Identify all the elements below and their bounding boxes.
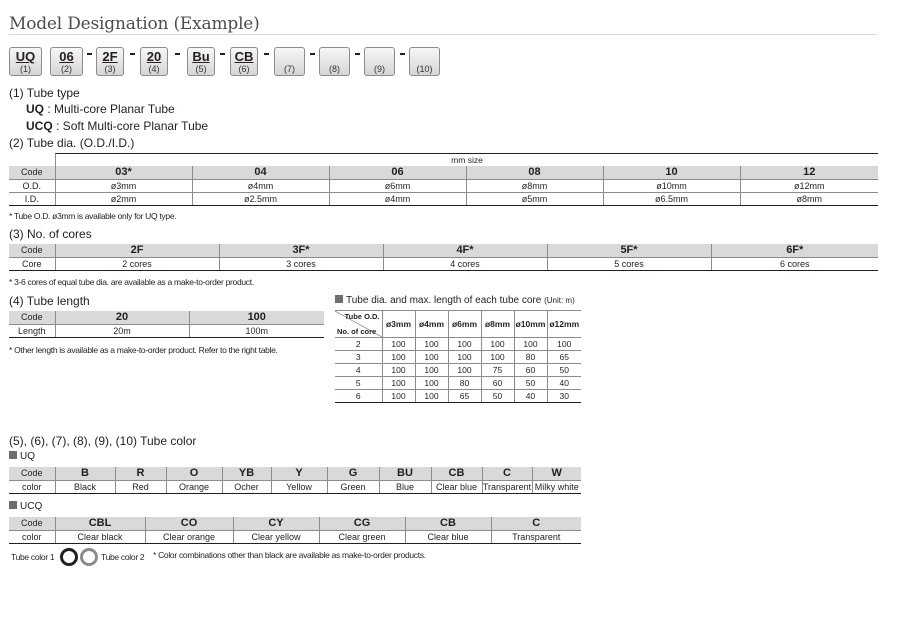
table-cell: ø2mm	[55, 192, 192, 205]
table-cell: R	[115, 467, 166, 480]
table-row	[9, 192, 878, 205]
table-cell: 100	[415, 390, 448, 403]
table-cell: Clear orange	[145, 530, 233, 543]
designation-number: (3)	[104, 64, 116, 74]
table-cell: CG	[319, 517, 405, 530]
table-row	[9, 311, 324, 324]
table-cell: 4 cores	[383, 257, 547, 270]
table-cell: 4F*	[383, 244, 547, 257]
row-label: 5	[335, 377, 382, 390]
row-label: O.D.	[9, 179, 55, 192]
designation-separator	[130, 53, 135, 55]
designation-separator	[310, 53, 315, 55]
ucq-color-label-text: UCQ	[20, 501, 43, 512]
length-table	[9, 311, 324, 338]
table-cell: 30	[547, 390, 581, 403]
title-divider	[9, 34, 877, 35]
table-row	[335, 338, 581, 351]
table-cell: G	[327, 467, 379, 480]
table-cell: 5F*	[547, 244, 711, 257]
cores-heading: (3) No. of cores	[9, 227, 92, 241]
tube-type-ucq-desc: : Soft Multi-core Planar Tube	[56, 119, 209, 133]
table-cell: ø6.5mm	[603, 192, 740, 205]
designation-number: (9)	[374, 64, 385, 74]
table-cell: 20m	[55, 324, 189, 337]
row-label: I.D.	[9, 192, 55, 205]
max-length-unit: (Unit: m)	[544, 296, 575, 305]
designation-number: (4)	[148, 64, 160, 74]
table-cell: 03*	[55, 166, 192, 179]
table-cell: ø3mm	[55, 179, 192, 192]
table-cell: 5 cores	[547, 257, 711, 270]
designation-separator	[175, 53, 180, 55]
table-cell: CO	[145, 517, 233, 530]
designation-number: (2)	[61, 64, 72, 74]
row-label: 6	[335, 390, 382, 403]
table-cell: Red	[115, 480, 166, 493]
row-label: Core	[9, 257, 55, 270]
table-cell: 3F*	[219, 244, 383, 257]
designation-box	[9, 47, 42, 76]
table-cell: Y	[271, 467, 327, 480]
table-cell: 50	[514, 377, 547, 390]
table-cell: 100	[415, 338, 448, 351]
row-label: Length	[9, 324, 55, 337]
row-label: 2	[335, 338, 382, 351]
table-cell: 06	[329, 166, 466, 179]
table-cell: 40	[547, 377, 581, 390]
table-row	[335, 364, 581, 377]
color-note: * Color combinations other than black are available as make-to-order products.	[153, 550, 426, 560]
designation-box	[364, 47, 395, 76]
table-cell: 100	[382, 338, 415, 351]
table-cell: 100	[382, 377, 415, 390]
column-header: ø4mm	[415, 311, 448, 338]
column-header: ø8mm	[481, 311, 514, 338]
designation-separator	[400, 53, 405, 55]
table-cell: 60	[514, 364, 547, 377]
tube-type-heading: (1) Tube type	[9, 86, 80, 100]
table-cell: Clear blue	[431, 480, 482, 493]
table-cell: 100	[415, 364, 448, 377]
table-cell: Transparent	[491, 530, 581, 543]
designation-box	[319, 47, 350, 76]
designation-box	[409, 47, 440, 76]
designation-number: (6)	[238, 64, 250, 74]
page-title: Model Designation (Example)	[9, 14, 260, 34]
table-row	[9, 467, 581, 480]
table-cell: 2 cores	[55, 257, 219, 270]
column-header: ø6mm	[448, 311, 481, 338]
table-cell: 100	[415, 351, 448, 364]
table-cell: ø2.5mm	[192, 192, 329, 205]
row-label: Code	[9, 166, 55, 179]
column-header: ø10mm	[514, 311, 547, 338]
table-cell: 100	[382, 390, 415, 403]
max-length-title: Tube dia. and max. length of each tube core	[346, 295, 542, 306]
row-label: 3	[335, 351, 382, 364]
table-row	[335, 351, 581, 364]
table-cell: Milky white	[532, 480, 581, 493]
tube-dia-unit: mm size	[55, 153, 878, 166]
table-cell: 6 cores	[711, 257, 878, 270]
ucq-color-table	[9, 517, 581, 544]
designation-number: (7)	[284, 64, 295, 74]
table-cell: Clear blue	[405, 530, 491, 543]
table-cell: 100	[189, 311, 324, 324]
tube-dia-heading: (2) Tube dia. (O.D./I.D.)	[9, 136, 135, 150]
row-label: color	[9, 480, 55, 493]
table-cell: CBL	[55, 517, 145, 530]
table-cell: 80	[514, 351, 547, 364]
table-cell: 100	[547, 338, 581, 351]
designation-box	[50, 47, 83, 76]
designation-code: 06	[59, 49, 74, 64]
designation-box	[274, 47, 305, 76]
designation-code: UQ	[15, 49, 36, 64]
column-header: ø3mm	[382, 311, 415, 338]
table-cell: C	[491, 517, 581, 530]
row-label: 4	[335, 364, 382, 377]
table-cell: YB	[222, 467, 271, 480]
diagonal-header	[335, 311, 382, 337]
max-length-heading	[335, 295, 575, 306]
table-header-row	[335, 311, 581, 338]
corner-cell	[335, 311, 382, 338]
table-cell: ø4mm	[192, 179, 329, 192]
cores-table	[9, 244, 878, 271]
designation-code: 20	[146, 49, 162, 64]
corner-top-label: Tube O.D.	[344, 312, 380, 321]
corner-bottom-label: No. of core	[337, 327, 377, 336]
uq-color-label-text: UQ	[20, 451, 35, 462]
max-length-table	[335, 310, 581, 403]
table-cell: 6F*	[711, 244, 878, 257]
designation-box	[140, 47, 168, 76]
ucq-color-label	[9, 501, 42, 512]
designation-code: CB	[234, 49, 254, 64]
table-cell: 10	[603, 166, 740, 179]
table-cell: 60	[481, 377, 514, 390]
table-cell: CB	[431, 467, 482, 480]
row-label: Code	[9, 311, 55, 324]
table-cell: 100	[448, 351, 481, 364]
length-note: * Other length is available as a make-to-order product. Refer to the right table.	[9, 345, 278, 355]
designation-separator	[264, 53, 269, 55]
table-cell: 80	[448, 377, 481, 390]
legend-tube-color-2: Tube color 2	[101, 552, 145, 562]
square-bullet-icon	[9, 451, 17, 459]
table-cell: 100	[514, 338, 547, 351]
table-cell: 65	[547, 351, 581, 364]
table-row	[9, 179, 878, 192]
row-label: Code	[9, 244, 55, 257]
table-cell: 65	[448, 390, 481, 403]
table-cell: Clear yellow	[233, 530, 319, 543]
table-cell: Ocher	[222, 480, 271, 493]
table-cell: 50	[547, 364, 581, 377]
table-cell: 100	[481, 351, 514, 364]
row-label: Code	[9, 517, 55, 530]
table-cell: O	[166, 467, 222, 480]
tube-type-ucq	[26, 119, 208, 133]
designation-separator	[220, 53, 225, 55]
table-cell: ø8mm	[466, 179, 603, 192]
table-cell: B	[55, 467, 115, 480]
table-cell: 100	[415, 377, 448, 390]
table-row	[9, 257, 878, 270]
table-cell: Blue	[379, 480, 431, 493]
table-cell: 100	[448, 338, 481, 351]
table-cell: Orange	[166, 480, 222, 493]
tube-type-uq	[26, 102, 175, 116]
table-cell: Green	[327, 480, 379, 493]
row-label: Code	[9, 467, 55, 480]
square-bullet-icon	[9, 501, 17, 509]
table-cell: 75	[481, 364, 514, 377]
table-row	[9, 166, 878, 179]
color-heading: (5), (6), (7), (8), (9), (10) Tube color	[9, 434, 197, 448]
column-header: ø12mm	[547, 311, 581, 338]
table-cell: 20	[55, 311, 189, 324]
table-cell: BU	[379, 467, 431, 480]
table-cell: ø8mm	[740, 192, 878, 205]
tube-color-1-ring-icon	[60, 548, 78, 566]
tube-dia-note: * Tube O.D. ø3mm is available only for UQ type.	[9, 211, 177, 221]
table-cell: Yellow	[271, 480, 327, 493]
designation-code: 2F	[102, 49, 118, 64]
table-cell: 100	[382, 364, 415, 377]
table-cell: 100m	[189, 324, 324, 337]
table-cell: ø6mm	[329, 179, 466, 192]
table-cell: Black	[55, 480, 115, 493]
table-cell: 100	[481, 338, 514, 351]
uq-color-label	[9, 451, 35, 462]
designation-box	[96, 47, 124, 76]
table-cell: CB	[405, 517, 491, 530]
tube-color-2-ring-icon	[80, 548, 98, 566]
designation-number: (10)	[416, 64, 433, 74]
table-row	[335, 390, 581, 403]
length-heading: (4) Tube length	[9, 294, 90, 308]
table-cell: ø5mm	[466, 192, 603, 205]
table-cell: 100	[382, 351, 415, 364]
tube-dia-table	[9, 166, 878, 206]
table-row	[9, 244, 878, 257]
table-cell: CY	[233, 517, 319, 530]
table-row	[335, 377, 581, 390]
table-cell: 50	[481, 390, 514, 403]
table-row	[9, 517, 581, 530]
designation-box	[230, 47, 258, 76]
table-cell: 2F	[55, 244, 219, 257]
designation-separator	[87, 53, 92, 55]
designation-code: Bu	[192, 49, 210, 64]
table-cell: 12	[740, 166, 878, 179]
table-cell: ø12mm	[740, 179, 878, 192]
table-cell: ø4mm	[329, 192, 466, 205]
designation-box	[187, 47, 215, 76]
table-row	[9, 324, 324, 337]
table-cell: Transparent	[482, 481, 532, 492]
table-cell: 100	[448, 364, 481, 377]
table-cell: Clear black	[55, 530, 145, 543]
designation-separator	[355, 53, 360, 55]
designation-number: (5)	[195, 64, 207, 74]
table-cell: 08	[466, 166, 603, 179]
legend-tube-color-1: Tube color 1	[11, 552, 55, 562]
designation-number: (8)	[329, 64, 340, 74]
uq-color-table	[9, 467, 581, 494]
row-label: color	[9, 530, 55, 543]
table-cell: C	[482, 467, 532, 480]
cores-note: * 3-6 cores of equal tube dia. are available as a make-to-order product.	[9, 277, 254, 287]
table-cell: ø10mm	[603, 179, 740, 192]
table-cell: Clear green	[319, 530, 405, 543]
table-cell: 04	[192, 166, 329, 179]
table-row	[9, 530, 581, 543]
square-bullet-icon	[335, 295, 343, 303]
table-cell: 40	[514, 390, 547, 403]
designation-number: (1)	[20, 64, 31, 74]
tube-type-uq-code: UQ	[26, 102, 44, 116]
tube-type-uq-desc: : Multi-core Planar Tube	[47, 102, 175, 116]
table-cell: W	[532, 467, 581, 480]
table-cell: 3 cores	[219, 257, 383, 270]
tube-type-ucq-code: UCQ	[26, 119, 53, 133]
table-row	[9, 480, 581, 493]
